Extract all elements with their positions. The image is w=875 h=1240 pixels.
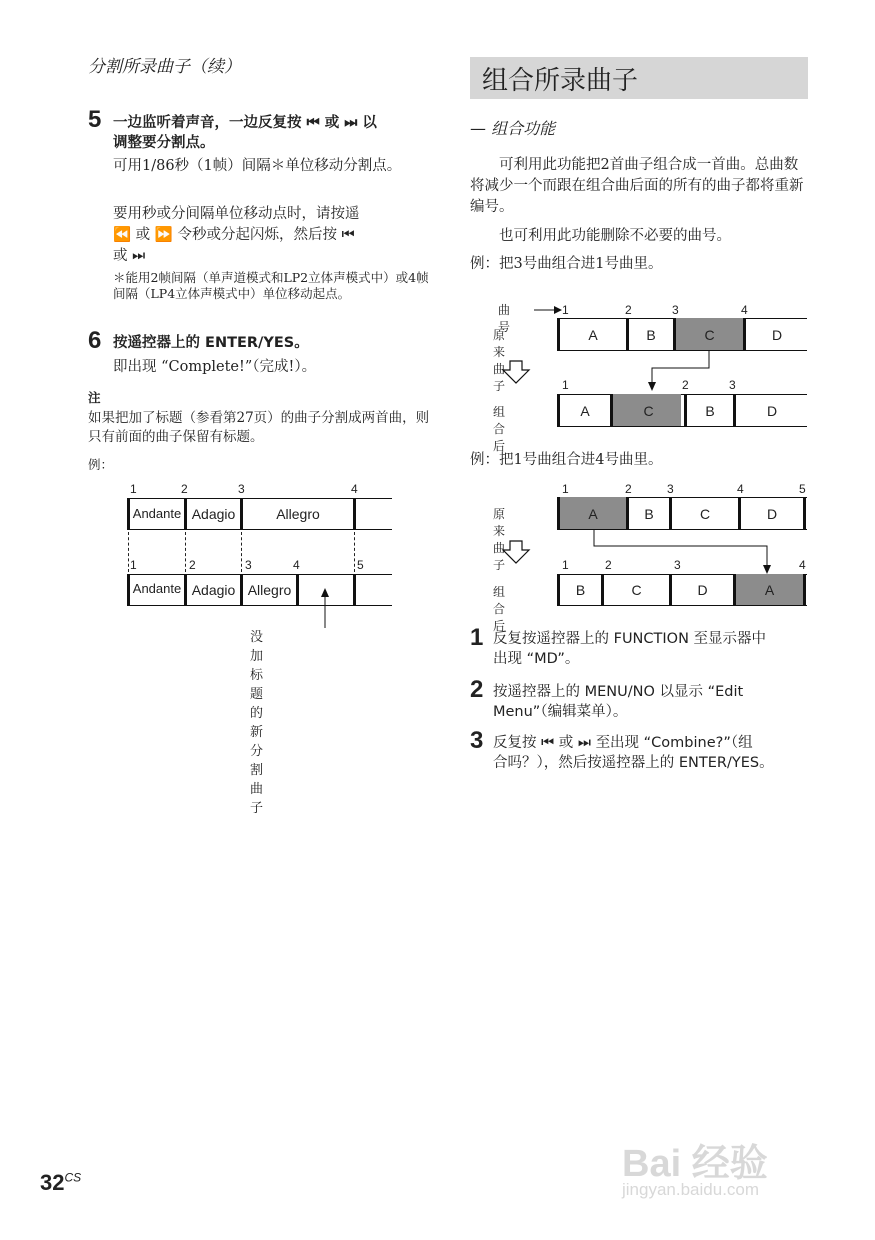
track-number: 1	[130, 558, 137, 572]
track-title: Allegro	[276, 506, 320, 522]
right-step-3-line2: 合吗？），然后按遥控器上的 ENTER/YES。	[493, 755, 774, 771]
right-step-1-number: 1	[470, 624, 484, 651]
down-outline-arrow-icon	[501, 360, 531, 384]
right-step-1-text	[493, 629, 813, 669]
right-step-1-line1: 反复按遥控器上的 FUNCTION 至显示器中	[493, 631, 767, 647]
track-number: 1	[130, 482, 137, 496]
track-title: D	[766, 506, 778, 522]
track-title: C	[631, 582, 642, 598]
dashed-guide	[241, 532, 242, 572]
track-title: D	[766, 403, 778, 419]
track-bar-top-border	[557, 394, 807, 395]
track-title: B	[644, 506, 654, 522]
track-divider	[353, 498, 356, 530]
next-track-icon: ⏭	[577, 735, 591, 751]
step-5-p2c: 令秒或分起闪烁，然后按	[177, 227, 337, 243]
note-text: 如果把加了标题（参看第27页）的曲子分割成两首曲，则只有前面的曲子保留有标题。	[88, 410, 430, 445]
track-number: 4	[737, 482, 744, 496]
track-number: 3	[674, 558, 681, 572]
track-number-label: 曲号	[498, 303, 511, 334]
up-arrow-icon	[318, 588, 332, 628]
step-5-text-c: 以	[362, 115, 377, 131]
track-title: Adagio	[191, 506, 236, 522]
track-title: A	[764, 582, 775, 598]
track-number: 2	[625, 482, 632, 496]
right-step-3-line1c: 至出现 “Combine?”（组	[595, 735, 753, 751]
track-number: 1	[562, 378, 569, 392]
intro-paragraph-1: 可利用此功能把2首曲子组合成一首曲。总曲数将减少一个而跟在组合曲后面的所有的曲子都将重新编号。	[470, 157, 804, 215]
example-1-title: 例：把3号曲组合进1号曲里。	[470, 256, 663, 272]
next-track-icon: ⏭	[344, 115, 358, 131]
track-number: 3	[667, 482, 674, 496]
track-number: 2	[189, 558, 196, 572]
right-arrow-icon	[534, 304, 562, 316]
track-number: 2	[181, 482, 188, 496]
section-subtitle: — 组合功能	[470, 119, 556, 138]
right-step-3-number: 3	[470, 727, 484, 754]
page-number	[40, 1170, 81, 1196]
right-step-3-line1a: 反复按	[493, 735, 537, 751]
track-title: D	[697, 582, 708, 598]
track-number: 2	[682, 378, 689, 392]
track-title: C	[699, 506, 711, 522]
right-step-3-line1b: 或	[558, 735, 574, 751]
original-tracks-label: 原来曲子	[493, 507, 506, 572]
track-title: C	[704, 327, 715, 343]
step-5-p2b: 或	[135, 227, 151, 243]
note-label: 注	[88, 390, 101, 405]
step-6-heading: 按遥控器上的 ENTER/YES。	[113, 335, 309, 351]
step-5-text-b: 或	[324, 115, 340, 131]
step-5-footnote: ＊能用2帧间隔（单声道模式和LP2立体声模式中）或4帧间隔（LP4立体声模式中）单位移动起点。	[113, 270, 429, 301]
track-title: A	[588, 327, 598, 343]
step-6-number: 6	[88, 327, 102, 354]
track-bar-bottom-border	[557, 426, 807, 427]
track-title: B	[646, 327, 656, 343]
right-step-2-line1: 按遥控器上的 MENU/NO 以显示 “Edit	[493, 684, 744, 700]
down-outline-arrow-icon	[501, 540, 531, 564]
step-5-heading	[113, 113, 433, 153]
track-title: Allegro	[247, 582, 292, 598]
step-5-text-a: 一边监听着声音，一边反复按	[113, 115, 302, 131]
track-divider	[296, 574, 299, 606]
step-5-text-d: 调整要分割点。	[113, 135, 215, 151]
track-number: 1	[562, 482, 569, 496]
dashed-guide	[185, 532, 186, 572]
rewind-icon: ⏪	[113, 227, 132, 243]
track-number: 4	[741, 303, 748, 317]
prev-track-icon: ⏮	[341, 227, 355, 243]
prev-track-icon: ⏮	[306, 115, 320, 131]
track-number: 2	[625, 303, 632, 317]
track-number: 4	[799, 558, 806, 572]
step-6-paragraph: 即出现 “Complete!”（完成!）。	[113, 359, 317, 375]
step-5-paragraph-2	[113, 204, 431, 267]
track-title: D	[771, 327, 783, 343]
right-step-1-line2: 出现 “MD”。	[493, 651, 580, 667]
dashed-guide	[128, 532, 129, 572]
track-number: 3	[729, 378, 736, 392]
track-divider	[803, 497, 806, 530]
right-step-3-text	[493, 733, 823, 773]
combined-tracks-label: 组合后	[493, 405, 506, 453]
example-label: 例：	[88, 457, 114, 472]
track-bar-bottom-border	[557, 605, 807, 606]
track-title: Andante	[132, 581, 182, 596]
track-divider	[353, 574, 356, 606]
next-track-icon: ⏭	[132, 248, 146, 264]
right-step-2-line2: Menu”（编辑菜单）。	[493, 704, 628, 720]
track-number: 1	[562, 558, 569, 572]
left-diagram-caption: 没加标题的新分割曲子	[250, 630, 264, 816]
baidu-watermark-url: jingyan.baidu.com	[622, 1180, 760, 1199]
left-running-header: 分割所录曲子（续）	[88, 57, 241, 77]
fast-forward-icon: ⏩	[154, 227, 173, 243]
track-number: 3	[238, 482, 245, 496]
page-suffix: CS	[64, 1170, 82, 1185]
track-title: A	[580, 403, 590, 419]
page-number-value: 32	[40, 1170, 65, 1195]
step-5-p2d: 或	[113, 248, 128, 264]
prev-track-icon: ⏮	[541, 735, 555, 751]
track-number: 3	[672, 303, 679, 317]
track-number: 5	[357, 558, 364, 572]
dashed-guide	[354, 532, 355, 572]
intro-paragraph-2: 也可利用此功能删除不必要的曲号。	[499, 228, 731, 244]
right-step-2-number: 2	[470, 676, 484, 703]
track-number: 3	[245, 558, 252, 572]
track-title: Andante	[132, 506, 182, 521]
example-2-title: 例：把1号曲组合进4号曲里。	[470, 452, 663, 468]
track-title: B	[705, 403, 715, 419]
move-arrow	[590, 529, 776, 575]
section-title: 组合所录曲子	[482, 66, 639, 96]
original-tracks-label: 原来曲子	[493, 328, 506, 393]
step-5-paragraph-1: 可用1/86秒（1帧）间隔＊单位移动分割点。	[113, 158, 402, 174]
combined-tracks-label: 组合后	[493, 585, 506, 633]
step-5-p2-text: 要用秒或分间隔单位移动点时，请按遥	[113, 206, 360, 222]
track-number: 1	[562, 303, 569, 317]
right-step-2-text	[493, 682, 813, 722]
track-number: 4	[293, 558, 300, 572]
track-divider	[803, 574, 806, 606]
track-title: Adagio	[191, 582, 236, 598]
track-title: A	[588, 506, 598, 522]
track-title: C	[643, 403, 654, 419]
step-5-number: 5	[88, 106, 102, 133]
track-number: 2	[605, 558, 612, 572]
track-number: 5	[799, 482, 806, 496]
section-title-bar	[470, 57, 808, 99]
move-arrow	[646, 350, 714, 392]
track-number: 4	[351, 482, 358, 496]
baidu-watermark: Bai 经验	[622, 1143, 768, 1185]
track-title: B	[575, 582, 586, 598]
